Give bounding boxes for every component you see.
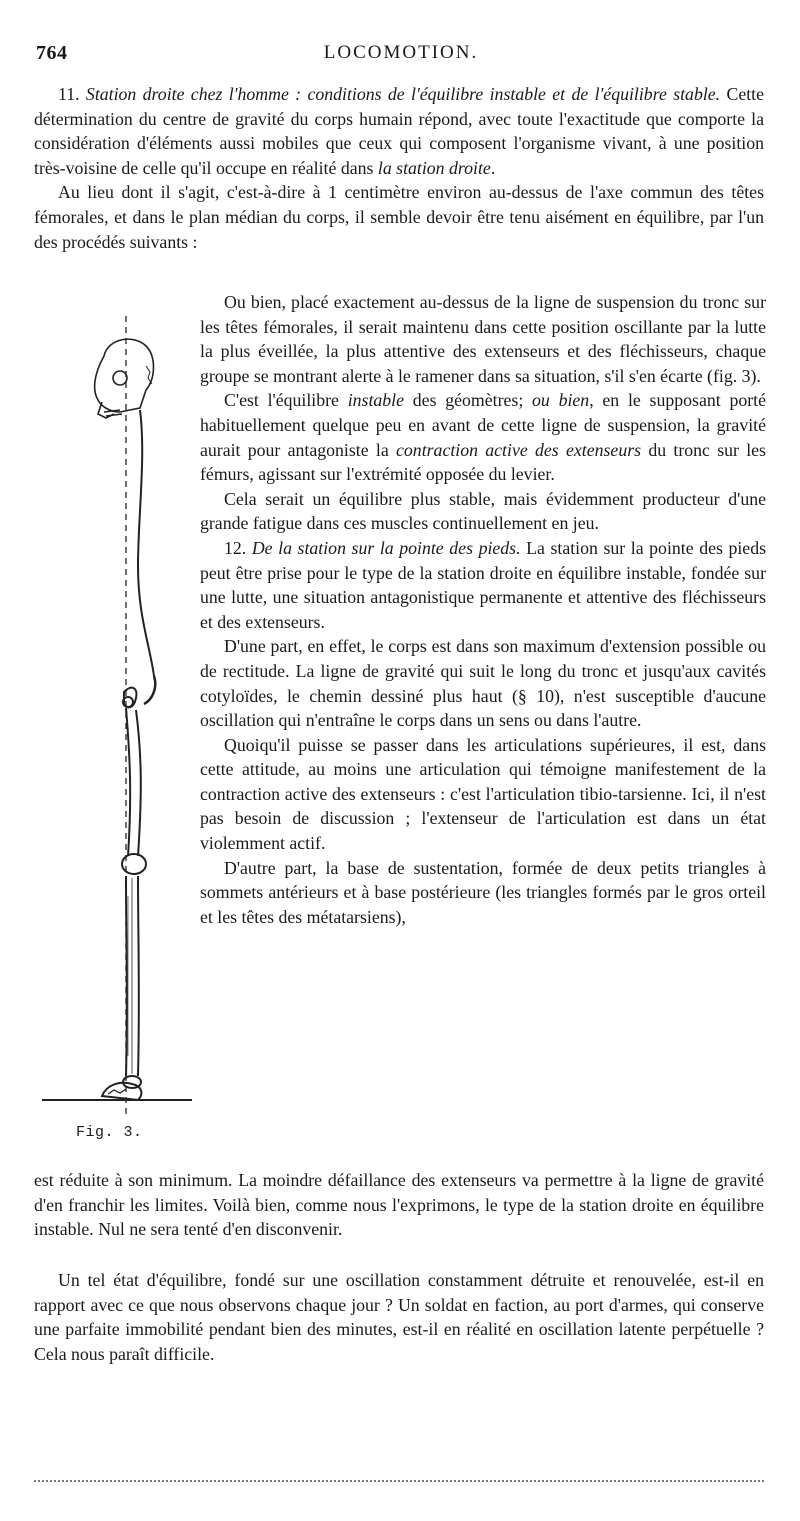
paragraph: Ou bien, placé exactement au-dessus de la ligne de suspension du tronc sur les têtes fémorales, il serait maintenu dans cette position oscillante par la lutte la plus éveillée, la plus attentive des extenseurs et des fléchisseurs, chaque groupe se montrant alerte à le ramener dans sa situation, s'il s'en écarte (fig. 3). — [200, 292, 766, 386]
foot — [102, 1076, 141, 1100]
closing-text — [34, 1268, 764, 1366]
paragraph: Un tel état d'équilibre, fondé sur une oscillation constamment détruite et renouvelée, est-il en rapport avec ce que nous observons chaque jour ? Un soldat en faction, au port d'armes, qui conserve une parfaite immobilité pendant bien des minutes, est-il en réalité en oscillation latente perpétuelle ? Cela nous paraît difficile. — [34, 1270, 764, 1364]
paragraph-text: . — [490, 157, 496, 178]
paragraph: Quoiqu'il puisse se passer dans les articulations supérieures, il est, dans cette attitude, au moins une articulation qui témoigne manifestement de la contraction active des extenseurs : c'est l'articulation tibio-tarsienne. Ici, il n'est pas besoin de discussion ; l'extenseur de l'articulation est dans un état violemment actif. — [200, 734, 766, 854]
tibia — [126, 876, 139, 1076]
spine — [138, 410, 154, 676]
section-12-paragraph — [200, 536, 766, 634]
section-number: 11. — [58, 84, 80, 104]
emphasis-text: la station droite — [377, 157, 491, 178]
emphasis-text: instable — [347, 390, 405, 411]
paragraph: est réduite à son minimum. La moindre défaillance des extenseurs va permettre à la ligne de gravité d'en franchir les limites. Voilà bien, comme nous l'exprimons, le type de la station droite en équilibre instable. Nul ne sera tenté d'en disconvenir. — [34, 1170, 764, 1240]
intro-text — [34, 82, 764, 254]
section-number: 12. — [224, 537, 247, 558]
paragraph: D'autre part, la base de sustentation, formée de deux petits triangles à sommets antérieurs et à base postérieure (les triangles formés par le gros orteil et les têtes des métatarsiens), — [200, 857, 766, 927]
paragraph-text: Cette détermination du centre de gravité du corps humain répond, avec toute l'exactitude que comporte la considération d'éléments aussi mobiles que ceux qui composent l'organisme vivant, à une position très-voisine de celle qu'il occupe en réalité dans — [34, 84, 764, 178]
paragraph-text: des géomètres; — [404, 390, 533, 411]
paragraph: D'une part, en effet, le corps est dans son maximum d'extension possible ou de rectitude. La ligne de gravité qui suit le long du tronc et jusqu'aux cavités cotyloïdes, le chemin dessiné plus haut (§ 10), n'est susceptible d'aucune oscillation qui n'entraîne le corps dans un sens ou dans l'autre. — [200, 636, 766, 731]
page-number: 764 — [36, 42, 68, 64]
page-header — [36, 42, 766, 70]
paragraph-text: en le supposant porté habituellement quelque peu en avant de cette ligne de suspension, la gravité aurait pour antagoniste la — [200, 390, 766, 460]
paragraph — [200, 388, 766, 486]
figure-caption: Fig. 3. — [76, 1124, 143, 1141]
paragraph: Cela serait un équilibre plus stable, mais évidemment producteur d'une grande fatigue dans ces muscles continuellement en jeu. — [200, 488, 766, 534]
paragraph-text: La station sur la pointe des pieds peut être prise pour le type de la station droite en équilibre instable, fondée sur une lutte, une situation antagonistique permanente et attentive des fléchisseurs et des extenseurs. — [200, 537, 767, 632]
footer-rule — [34, 1480, 764, 1482]
skeleton-illustration — [42, 316, 192, 1116]
paragraph-text: du tronc sur les fémurs, agissant sur l'extrémité opposée du levier. — [200, 439, 766, 485]
emphasis-text: ou bien, — [532, 390, 594, 411]
paragraph: Au lieu dont il s'agit, c'est-à-dire à 1 centimètre environ au-dessus de l'axe commun des têtes fémorales, et dans le plan médian du corps, il semble devoir être tenu aisément en équilibre, par l'un des procédés suivants : — [34, 182, 764, 252]
section-11-paragraph — [34, 82, 764, 180]
pelvis — [123, 688, 136, 708]
paragraph-text: C'est l'équilibre — [224, 390, 348, 411]
skull — [95, 339, 154, 418]
skeleton-figure — [42, 316, 192, 1116]
emphasis-text: contraction active des extenseurs — [396, 439, 642, 460]
section-title: Station droite chez l'homme : conditions de l'équilibre instable et de l'équilibre stable. — [85, 84, 721, 104]
running-head: LOCOMOTION. — [323, 42, 479, 63]
sacrum — [144, 676, 155, 704]
wrapped-text — [200, 290, 766, 929]
section-title: De la station sur la pointe des pieds. — [251, 537, 521, 558]
continued-text — [34, 1168, 764, 1242]
